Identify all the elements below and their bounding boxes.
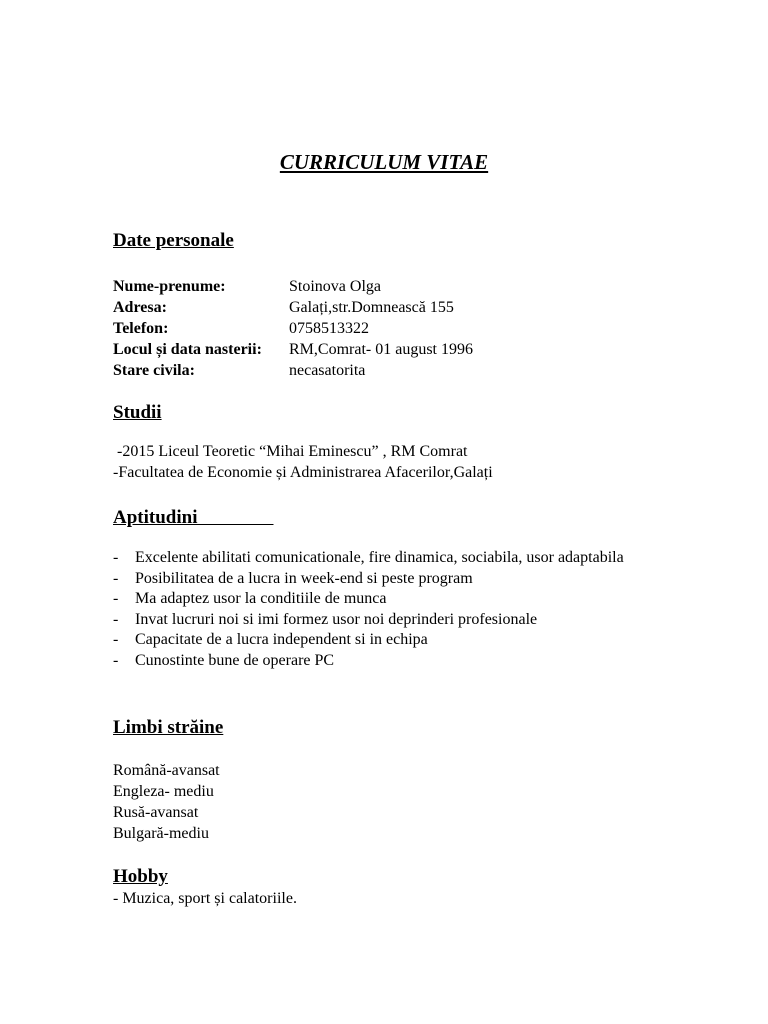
hobby-heading: Hobby	[113, 866, 168, 887]
address-label: Adresa:	[113, 299, 167, 316]
studies-list	[113, 441, 658, 483]
skills-list	[113, 548, 656, 672]
hobby-list	[113, 888, 658, 909]
skill-item	[113, 651, 656, 672]
bullet-dash: -	[113, 549, 119, 566]
skill-text: Invat lucruri noi si imi formez usor noi deprinderi profesionale	[135, 610, 538, 628]
bullet-dash: -	[113, 610, 119, 628]
civil-status-value: necasatorita	[289, 362, 366, 379]
languages-heading: Limbi străine	[113, 717, 224, 738]
personal-row-phone	[113, 318, 673, 339]
language-item: Engleza- mediu	[113, 783, 214, 800]
name-label: Nume-prenume:	[113, 278, 226, 295]
name-value: Stoinova Olga	[289, 278, 381, 295]
personal-data-heading: Date personale	[113, 230, 234, 251]
phone-value: 0758513322	[289, 320, 369, 337]
language-item: Bulgară-mediu	[113, 825, 209, 842]
bullet-dash: -	[113, 651, 119, 669]
skill-text: Excelente abilitati comunicationale, fire dinamica, sociabila, usor adaptabila	[135, 549, 624, 566]
personal-row-name	[113, 276, 673, 297]
personal-row-civil-status	[113, 360, 673, 381]
language-item: Rusă-avansat	[113, 804, 199, 821]
skill-text: Cunostinte bune de operare PC	[135, 651, 335, 669]
studies-heading: Studii	[113, 402, 162, 423]
civil-status-label: Stare civila:	[113, 362, 195, 379]
bullet-dash: -	[113, 631, 119, 649]
studies-item: -2015 Liceul Teoretic “Mihai Eminescu” , RM Comrat	[113, 443, 468, 460]
personal-data-list	[113, 276, 673, 381]
birth-value: RM,Comrat- 01 august 1996	[289, 341, 473, 358]
hobby-text: - Muzica, sport și calatoriile.	[113, 890, 297, 907]
phone-label: Telefon:	[113, 320, 169, 337]
personal-row-birth	[113, 339, 673, 360]
personal-row-address	[113, 297, 673, 318]
language-item: Română-avansat	[113, 762, 220, 779]
document-title: CURRICULUM VITAE	[279, 150, 489, 174]
skill-text: Ma adaptez usor la conditiile de munca	[135, 590, 387, 608]
skill-item	[113, 569, 656, 590]
skill-item	[113, 548, 656, 569]
address-value: Galați,str.Domnească 155	[289, 299, 454, 316]
skill-item	[113, 589, 656, 610]
languages-list	[113, 760, 658, 844]
skill-text: Posibilitatea de a lucra in week-end si peste program	[135, 569, 473, 587]
birth-label: Locul și data nasterii:	[113, 341, 262, 358]
skills-heading: Aptitudini	[113, 507, 274, 528]
bullet-dash: -	[113, 569, 119, 587]
skill-item	[113, 630, 656, 651]
skill-item	[113, 610, 656, 631]
studies-item: -Facultatea de Economie și Administrarea Afacerilor,Galați	[113, 464, 493, 481]
bullet-dash: -	[113, 590, 119, 608]
skill-text: Capacitate de a lucra independent si in echipa	[135, 631, 428, 649]
